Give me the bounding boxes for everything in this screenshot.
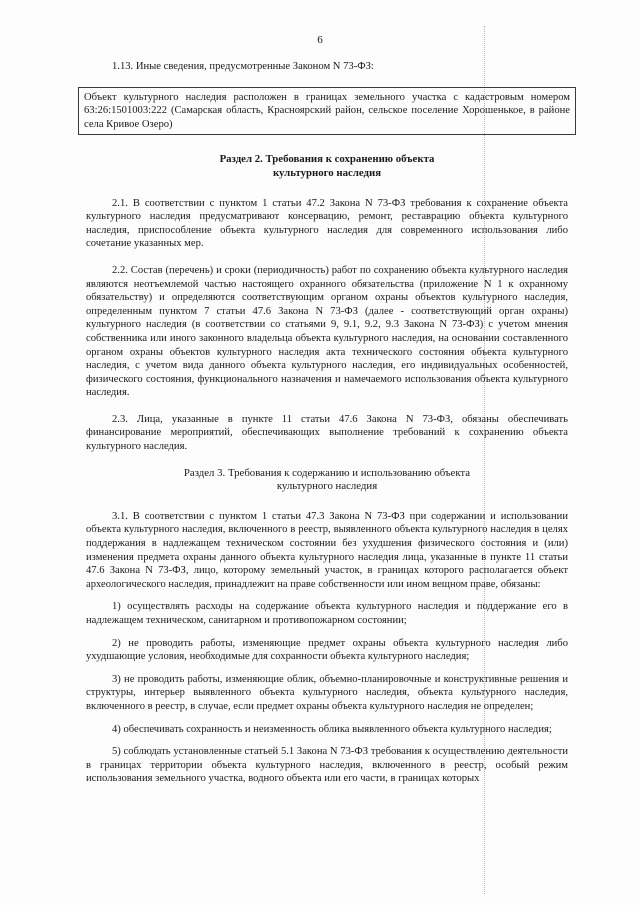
document-body (86, 60, 568, 795)
section-3-title (86, 467, 568, 494)
section-2-title-line2: культурного наследия (272, 166, 382, 179)
paragraph-2-3: 2.3. Лица, указанные в пункте 11 статьи 47.6 Закона N 73-ФЗ, обязаны обеспечивать финансирование мероприятий, обеспечивающих выполнение требований к сохранению объекта культурного наследия. (86, 413, 568, 453)
section-2-title-line1: Раздел 2. Требования к сохранению объекта (219, 153, 435, 166)
section-2-title (86, 153, 568, 180)
paragraph-2-2: 2.2. Состав (перечень) и сроки (периодичность) работ по сохранению объекта культурного наследия являются неотъемлемой частью настоящего охранного обязательства (приложение N 1 к охранному обязательству) и определяются соответствующим органом охраны объектов культурного наследия, определенным пунктом 7 статьи 47.6 Закона N 73-ФЗ (далее - соответствующий орган охраны) культурного наследия (в соответствии со статьями 9, 9.1, 9.2, 9.3 Закона N 73-ФЗ) с учетом мнения собственника или иного законного владельца объекта культурного наследия, на основании составленного органом охраны объектов культурного наследия акта технического состояния объекта культурного наследия, с учетом вида данного объекта культурного наследия, его индивидуальных особенностей, физического состояния, функционального назначения и намечаемого использования объекта культурного наследия. (86, 264, 568, 399)
list-item-4: 4) обеспечивать сохранность и неизменность облика выявленного объекта культурного наследия; (112, 723, 552, 735)
list-item-1: 1) осуществлять расходы на содержание объекта культурного наследия и поддержание его в надлежащем техническом, санитарном и противопожарном состоянии; (86, 601, 568, 626)
paragraph-2-1: 2.1. В соответствии с пунктом 1 статьи 47.2 Закона N 73-ФЗ требования к сохранение объекта культурного наследия предусматривают консервацию, ремонт, реставрацию объекта культурного наследия, приспособление объекта культурного наследия для современного использования либо сочетание указанных мер. (86, 197, 568, 250)
list-item-2: 2) не проводить работы, изменяющие предмет охраны объекта культурного наследия либо ухудшающие условия, необходимые для сохранности объекта культурного наследия; (86, 637, 568, 663)
section-3-title-line1: Раздел 3. Требования к содержанию и использованию объекта (183, 466, 471, 479)
list-item-3: 3) не проводить работы, изменяющие облик, объемно-планировочные и конструктивные решения и структуры, интерьер выявленного объекта культурного наследия, объекта культурного наследия, включенного в реестр, в случае, если предмет охраны объекта культурного наследия не определен; (86, 673, 568, 712)
page-number: 6 (317, 34, 323, 46)
paragraph-3-1: 3.1. В соответствии с пунктом 1 статьи 47.3 Закона N 73-ФЗ при содержании и использовании объекта культурного наследия, включенного в реестр, выявленного объекта культурного наследия в целях поддержания в надлежащем техническом состоянии без ухудшения физического состояния и (или) изменения предмета охраны данного объекта культурного наследия лица, указанные в пункте 11 статьи 47.6 Закона N 73-ФЗ, лицо, которому земельный участок, в границах которого располагается объект археологического наследия, принадлежит на праве собственности или ином вещном праве, обязаны: (86, 510, 568, 590)
location-box: Объект культурного наследия расположен в границах земельного участка с кадастровым номером 63:26:1501003:222 (Самарская область, Красноярский район, сельское поселение Хорошенькое, в районе села Кривое Озеро) (78, 87, 576, 136)
item-1-13-heading: 1.13. Иные сведения, предусмотренные Законом N 73-ФЗ: (112, 61, 374, 72)
section-3-title-line2: культурного наследия (276, 480, 378, 493)
list-item-5: 5) соблюдать установленные статьей 5.1 Закона N 73-ФЗ требования к осуществлению деятельности в границах территории объекта культурного наследия, включенного в реестр, особый режим использования земельного участка, водного объекта или его части, в границах которых (86, 746, 568, 785)
